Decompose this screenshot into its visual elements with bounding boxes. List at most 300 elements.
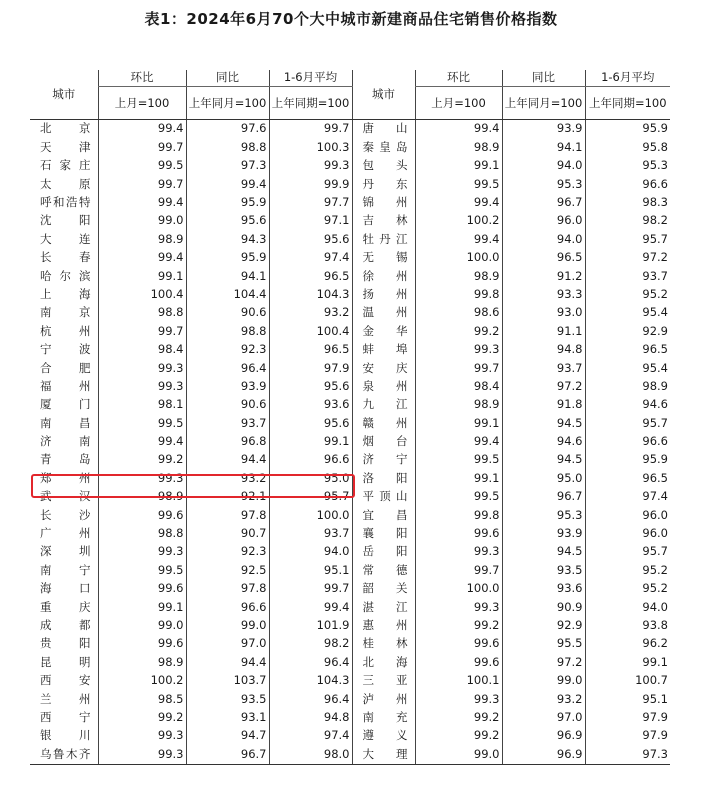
ytd-value-left: 100.3 xyxy=(269,138,352,156)
city-name-right: 唐山 xyxy=(352,120,415,139)
yoy-value-right: 91.1 xyxy=(502,322,585,340)
ytd-value-right: 95.9 xyxy=(585,120,670,139)
ytd-value-left: 98.2 xyxy=(269,635,352,653)
ytd-value-left: 96.4 xyxy=(269,690,352,708)
table-row xyxy=(30,451,670,469)
mom-value-left: 100.2 xyxy=(98,672,186,690)
city-name-right: 九江 xyxy=(352,396,415,414)
mom-value-left: 99.6 xyxy=(98,580,186,598)
mom-value-left: 98.9 xyxy=(98,488,186,506)
mom-value-right: 99.5 xyxy=(415,488,502,506)
table-row xyxy=(30,157,670,175)
yoy-value-left: 93.2 xyxy=(186,469,269,487)
mom-value-left: 98.8 xyxy=(98,525,186,543)
ytd-value-right: 96.6 xyxy=(585,433,670,451)
ytd-value-left: 94.0 xyxy=(269,543,352,561)
yoy-value-right: 93.7 xyxy=(502,359,585,377)
yoy-value-left: 97.3 xyxy=(186,157,269,175)
mom-value-right: 100.0 xyxy=(415,249,502,267)
ytd-value-right: 94.6 xyxy=(585,396,670,414)
mom-value-right: 99.3 xyxy=(415,598,502,616)
yoy-value-left: 93.1 xyxy=(186,709,269,727)
yoy-value-left: 104.4 xyxy=(186,286,269,304)
mom-value-right: 98.9 xyxy=(415,396,502,414)
mom-value-left: 99.6 xyxy=(98,635,186,653)
yoy-value-left: 92.3 xyxy=(186,341,269,359)
yoy-value-left: 93.9 xyxy=(186,377,269,395)
ytd-value-right: 95.8 xyxy=(585,138,670,156)
city-name-left: 青岛 xyxy=(40,452,91,467)
ytd-value-left: 98.0 xyxy=(269,745,352,764)
yoy-value-left: 92.5 xyxy=(186,561,269,579)
city-name-left: 哈尔滨 xyxy=(40,268,91,283)
ytd-value-left: 96.6 xyxy=(269,451,352,469)
city-name-right: 泸州 xyxy=(352,690,415,708)
city-name-left: 乌鲁木齐 xyxy=(30,745,98,764)
yoy-value-right: 94.8 xyxy=(502,341,585,359)
city-name-right: 扬州 xyxy=(352,286,415,304)
mom-value-left: 98.5 xyxy=(98,690,186,708)
mom-value-right: 98.4 xyxy=(415,377,502,395)
yoy-value-right: 97.0 xyxy=(502,709,585,727)
yoy-value-right: 96.9 xyxy=(502,745,585,764)
table-row xyxy=(30,672,670,690)
yoy-value-right: 92.9 xyxy=(502,617,585,635)
ytd-value-right: 95.7 xyxy=(585,543,670,561)
mom-value-right: 99.8 xyxy=(415,506,502,524)
mom-value-right: 99.2 xyxy=(415,709,502,727)
city-name-left: 呼和浩特 xyxy=(40,195,91,209)
city-name-right: 北海 xyxy=(352,653,415,671)
city-name-right: 大理 xyxy=(352,745,415,764)
mom-value-left: 99.3 xyxy=(98,745,186,764)
ytd-value-left: 95.0 xyxy=(269,469,352,487)
yoy-value-right: 96.7 xyxy=(502,194,585,212)
city-name-right: 济宁 xyxy=(352,451,415,469)
ytd-value-left: 97.9 xyxy=(269,359,352,377)
city-name-left: 银川 xyxy=(40,728,91,743)
yoy-value-right: 93.9 xyxy=(502,525,585,543)
table-row xyxy=(30,635,670,653)
table-row xyxy=(30,304,670,322)
ytd-value-left: 93.7 xyxy=(269,525,352,543)
mom-value-right: 98.9 xyxy=(415,138,502,156)
ytd-value-left: 96.4 xyxy=(269,653,352,671)
mom-value-right: 99.3 xyxy=(415,341,502,359)
city-name-right: 宜昌 xyxy=(352,506,415,524)
table-row xyxy=(30,230,670,248)
table-row xyxy=(30,414,670,432)
city-name-right: 襄阳 xyxy=(352,525,415,543)
yoy-value-left: 93.5 xyxy=(186,690,269,708)
ytd-value-left: 100.0 xyxy=(269,506,352,524)
mom-value-left: 99.0 xyxy=(98,617,186,635)
ytd-value-left: 99.1 xyxy=(269,433,352,451)
table-body xyxy=(30,120,670,765)
ytd-value-left: 104.3 xyxy=(269,672,352,690)
mom-value-left: 99.4 xyxy=(98,433,186,451)
mom-value-left: 99.7 xyxy=(98,322,186,340)
mom-value-right: 99.6 xyxy=(415,653,502,671)
ytd-value-left: 95.6 xyxy=(269,230,352,248)
yoy-value-right: 95.3 xyxy=(502,506,585,524)
table-row xyxy=(30,617,670,635)
table-row xyxy=(30,322,670,340)
table-row xyxy=(30,506,670,524)
ytd-column-header-left: 1-6月平均 xyxy=(269,70,352,87)
yoy-value-right: 96.7 xyxy=(502,488,585,506)
table-header xyxy=(30,70,670,120)
price-index-table xyxy=(30,70,670,765)
table-row xyxy=(30,709,670,727)
table-row xyxy=(30,359,670,377)
mom-value-right: 100.2 xyxy=(415,212,502,230)
ytd-value-left: 99.9 xyxy=(269,175,352,193)
ytd-value-right: 96.5 xyxy=(585,341,670,359)
ytd-value-left: 99.3 xyxy=(269,157,352,175)
yoy-value-right: 94.5 xyxy=(502,414,585,432)
mom-base-header-right: 上月=100 xyxy=(415,87,502,120)
yoy-value-right: 97.2 xyxy=(502,653,585,671)
city-name-left: 北京 xyxy=(40,121,91,136)
mom-value-right: 100.1 xyxy=(415,672,502,690)
mom-value-left: 99.3 xyxy=(98,359,186,377)
ytd-value-right: 98.9 xyxy=(585,377,670,395)
city-name-right: 韶关 xyxy=(352,580,415,598)
table-title: 表1：2024年6月70个大中城市新建商品住宅销售价格指数 xyxy=(144,10,558,28)
ytd-value-right: 95.7 xyxy=(585,414,670,432)
yoy-value-left: 97.8 xyxy=(186,580,269,598)
ytd-value-left: 96.5 xyxy=(269,267,352,285)
city-name-right: 温州 xyxy=(352,304,415,322)
yoy-value-left: 95.9 xyxy=(186,194,269,212)
ytd-value-right: 96.6 xyxy=(585,175,670,193)
ytd-value-right: 98.3 xyxy=(585,194,670,212)
mom-value-right: 99.3 xyxy=(415,543,502,561)
mom-value-left: 98.9 xyxy=(98,653,186,671)
yoy-value-right: 90.9 xyxy=(502,598,585,616)
city-name-right: 秦皇岛 xyxy=(352,138,415,156)
table-row xyxy=(30,212,670,230)
yoy-value-left: 95.6 xyxy=(186,212,269,230)
yoy-value-right: 93.9 xyxy=(502,120,585,139)
yoy-value-right: 91.8 xyxy=(502,396,585,414)
table-row xyxy=(30,286,670,304)
city-name-left: 天津 xyxy=(40,139,91,154)
city-name-right: 常德 xyxy=(352,561,415,579)
city-name-right: 惠州 xyxy=(352,617,415,635)
mom-value-right: 99.0 xyxy=(415,745,502,764)
yoy-value-right: 95.0 xyxy=(502,469,585,487)
yoy-value-left: 95.9 xyxy=(186,249,269,267)
table-row xyxy=(30,120,670,139)
yoy-value-right: 96.0 xyxy=(502,212,585,230)
city-name-left: 武汉 xyxy=(40,489,91,504)
mom-value-right: 99.1 xyxy=(415,414,502,432)
yoy-value-right: 96.9 xyxy=(502,727,585,745)
yoy-value-left: 99.4 xyxy=(186,175,269,193)
yoy-value-right: 94.1 xyxy=(502,138,585,156)
ytd-base-header-right: 上年同期=100 xyxy=(585,87,670,120)
table-row xyxy=(30,561,670,579)
mom-value-right: 99.4 xyxy=(415,433,502,451)
ytd-value-right: 93.8 xyxy=(585,617,670,635)
yoy-value-left: 97.8 xyxy=(186,506,269,524)
mom-value-right: 99.2 xyxy=(415,617,502,635)
yoy-value-left: 98.8 xyxy=(186,138,269,156)
mom-value-left: 99.5 xyxy=(98,414,186,432)
ytd-value-left: 96.5 xyxy=(269,341,352,359)
city-name-right: 吉林 xyxy=(352,212,415,230)
mom-value-right: 99.1 xyxy=(415,469,502,487)
city-name-right: 湛江 xyxy=(352,598,415,616)
mom-value-left: 99.4 xyxy=(98,249,186,267)
yoy-base-header-left: 上年同月=100 xyxy=(186,87,269,120)
table-row xyxy=(30,138,670,156)
yoy-value-right: 94.0 xyxy=(502,157,585,175)
yoy-value-left: 90.6 xyxy=(186,396,269,414)
ytd-value-left: 95.7 xyxy=(269,488,352,506)
ytd-value-right: 94.0 xyxy=(585,598,670,616)
mom-value-right: 98.9 xyxy=(415,267,502,285)
city-name-right: 丹东 xyxy=(352,175,415,193)
city-name-right: 徐州 xyxy=(352,267,415,285)
city-name-left: 昆明 xyxy=(40,654,91,669)
yoy-value-right: 96.5 xyxy=(502,249,585,267)
city-name-right: 锦州 xyxy=(352,194,415,212)
city-name-left: 沈阳 xyxy=(40,213,91,228)
ytd-value-right: 98.2 xyxy=(585,212,670,230)
mom-value-right: 99.5 xyxy=(415,175,502,193)
ytd-value-right: 95.4 xyxy=(585,304,670,322)
yoy-value-right: 95.3 xyxy=(502,175,585,193)
ytd-value-right: 96.0 xyxy=(585,525,670,543)
yoy-value-right: 93.2 xyxy=(502,690,585,708)
ytd-value-left: 93.2 xyxy=(269,304,352,322)
city-name-right: 遵义 xyxy=(352,727,415,745)
city-column-header-right: 城市 xyxy=(352,70,415,120)
ytd-value-right: 95.9 xyxy=(585,451,670,469)
city-name-left: 福州 xyxy=(40,378,91,393)
yoy-value-right: 99.0 xyxy=(502,672,585,690)
mom-value-left: 99.4 xyxy=(98,194,186,212)
mom-value-right: 99.8 xyxy=(415,286,502,304)
yoy-value-right: 94.5 xyxy=(502,543,585,561)
table-row xyxy=(30,175,670,193)
mom-column-header-right: 环比 xyxy=(415,70,502,87)
mom-value-left: 99.3 xyxy=(98,543,186,561)
city-name-left: 宁波 xyxy=(40,342,91,357)
table-row xyxy=(30,727,670,745)
ytd-column-header-right: 1-6月平均 xyxy=(585,70,670,87)
yoy-value-left: 97.6 xyxy=(186,120,269,139)
mom-value-left: 99.5 xyxy=(98,157,186,175)
ytd-value-left: 97.1 xyxy=(269,212,352,230)
city-name-right: 南充 xyxy=(352,709,415,727)
yoy-value-left: 96.8 xyxy=(186,433,269,451)
ytd-base-header-left: 上年同期=100 xyxy=(269,87,352,120)
city-name-left: 西宁 xyxy=(40,709,91,724)
mom-value-right: 99.2 xyxy=(415,727,502,745)
yoy-value-right: 93.0 xyxy=(502,304,585,322)
mom-value-right: 99.7 xyxy=(415,359,502,377)
yoy-base-header-right: 上年同月=100 xyxy=(502,87,585,120)
city-name-left: 重庆 xyxy=(40,599,91,614)
city-name-right: 洛阳 xyxy=(352,469,415,487)
yoy-value-left: 94.4 xyxy=(186,653,269,671)
mom-value-right: 99.7 xyxy=(415,561,502,579)
mom-value-left: 99.2 xyxy=(98,709,186,727)
ytd-value-left: 97.4 xyxy=(269,727,352,745)
city-name-right: 烟台 xyxy=(352,433,415,451)
mom-value-left: 98.9 xyxy=(98,230,186,248)
table-row xyxy=(30,341,670,359)
city-name-left: 上海 xyxy=(40,286,91,301)
mom-value-left: 99.5 xyxy=(98,561,186,579)
city-name-right: 平顶山 xyxy=(352,488,415,506)
mom-value-left: 99.1 xyxy=(98,267,186,285)
city-name-left: 长春 xyxy=(40,250,91,265)
mom-value-left: 98.1 xyxy=(98,396,186,414)
ytd-value-right: 93.7 xyxy=(585,267,670,285)
city-name-left: 成都 xyxy=(40,617,91,632)
table-row xyxy=(30,249,670,267)
ytd-value-left: 93.6 xyxy=(269,396,352,414)
mom-value-right: 99.1 xyxy=(415,157,502,175)
yoy-value-left: 92.1 xyxy=(186,488,269,506)
ytd-value-right: 95.7 xyxy=(585,230,670,248)
mom-value-left: 100.4 xyxy=(98,286,186,304)
mom-value-right: 99.2 xyxy=(415,322,502,340)
city-name-left: 深圳 xyxy=(40,544,91,559)
yoy-value-right: 93.3 xyxy=(502,286,585,304)
yoy-value-left: 94.1 xyxy=(186,267,269,285)
mom-value-right: 99.6 xyxy=(415,525,502,543)
mom-value-left: 99.3 xyxy=(98,377,186,395)
ytd-value-right: 97.2 xyxy=(585,249,670,267)
ytd-value-left: 99.7 xyxy=(269,580,352,598)
mom-value-left: 99.3 xyxy=(98,469,186,487)
city-name-right: 金华 xyxy=(352,322,415,340)
city-name-left: 杭州 xyxy=(40,323,91,338)
mom-value-left: 99.4 xyxy=(98,120,186,139)
ytd-value-left: 95.6 xyxy=(269,377,352,395)
table-row xyxy=(30,377,670,395)
yoy-value-left: 94.4 xyxy=(186,451,269,469)
yoy-value-right: 94.6 xyxy=(502,433,585,451)
city-column-header-left: 城市 xyxy=(30,70,98,120)
city-name-right: 牡丹江 xyxy=(352,230,415,248)
mom-value-right: 99.3 xyxy=(415,690,502,708)
ytd-value-left: 100.4 xyxy=(269,322,352,340)
city-name-left: 南昌 xyxy=(40,415,91,430)
mom-value-left: 98.8 xyxy=(98,304,186,322)
ytd-value-right: 100.7 xyxy=(585,672,670,690)
yoy-value-left: 94.7 xyxy=(186,727,269,745)
city-name-left: 大连 xyxy=(40,231,91,246)
ytd-value-left: 94.8 xyxy=(269,709,352,727)
ytd-value-right: 97.9 xyxy=(585,709,670,727)
yoy-value-right: 91.2 xyxy=(502,267,585,285)
yoy-value-left: 90.6 xyxy=(186,304,269,322)
ytd-value-right: 96.0 xyxy=(585,506,670,524)
mom-column-header-left: 环比 xyxy=(98,70,186,87)
ytd-value-right: 95.1 xyxy=(585,690,670,708)
ytd-value-right: 95.3 xyxy=(585,157,670,175)
mom-value-left: 99.7 xyxy=(98,138,186,156)
city-name-left: 合肥 xyxy=(40,360,91,375)
table-row xyxy=(30,396,670,414)
yoy-value-left: 90.7 xyxy=(186,525,269,543)
mom-value-right: 99.4 xyxy=(415,194,502,212)
ytd-value-right: 96.2 xyxy=(585,635,670,653)
yoy-value-right: 93.5 xyxy=(502,561,585,579)
ytd-value-right: 97.9 xyxy=(585,727,670,745)
table-row xyxy=(30,598,670,616)
yoy-column-header-right: 同比 xyxy=(502,70,585,87)
ytd-value-right: 95.2 xyxy=(585,580,670,598)
table-row xyxy=(30,469,670,487)
mom-value-right: 99.4 xyxy=(415,120,502,139)
ytd-value-right: 97.4 xyxy=(585,488,670,506)
mom-value-left: 99.3 xyxy=(98,727,186,745)
yoy-value-right: 95.5 xyxy=(502,635,585,653)
yoy-value-left: 94.3 xyxy=(186,230,269,248)
mom-value-left: 99.2 xyxy=(98,451,186,469)
yoy-value-left: 96.6 xyxy=(186,598,269,616)
yoy-value-right: 94.0 xyxy=(502,230,585,248)
mom-value-right: 100.0 xyxy=(415,580,502,598)
table-row xyxy=(30,525,670,543)
city-name-left: 西安 xyxy=(40,673,91,688)
city-name-right: 蚌埠 xyxy=(352,341,415,359)
city-name-right: 安庆 xyxy=(352,359,415,377)
table-row xyxy=(30,580,670,598)
ytd-value-right: 95.2 xyxy=(585,286,670,304)
city-name-right: 三亚 xyxy=(352,672,415,690)
ytd-value-left: 97.4 xyxy=(269,249,352,267)
yoy-value-left: 96.4 xyxy=(186,359,269,377)
yoy-value-left: 97.0 xyxy=(186,635,269,653)
yoy-value-right: 97.2 xyxy=(502,377,585,395)
table-row xyxy=(30,194,670,212)
ytd-value-left: 99.4 xyxy=(269,598,352,616)
ytd-value-right: 96.5 xyxy=(585,469,670,487)
city-name-left: 厦门 xyxy=(40,397,91,412)
ytd-value-left: 95.6 xyxy=(269,414,352,432)
city-name-right: 岳阳 xyxy=(352,543,415,561)
table-row xyxy=(30,745,670,764)
city-name-left: 长沙 xyxy=(40,507,91,522)
table-row xyxy=(30,488,670,506)
yoy-value-left: 93.7 xyxy=(186,414,269,432)
table-row xyxy=(30,690,670,708)
yoy-value-left: 99.0 xyxy=(186,617,269,635)
city-name-right: 包头 xyxy=(352,157,415,175)
city-name-right: 泉州 xyxy=(352,377,415,395)
ytd-value-left: 95.1 xyxy=(269,561,352,579)
yoy-value-left: 92.3 xyxy=(186,543,269,561)
city-name-left: 太原 xyxy=(40,176,91,191)
city-name-left: 南京 xyxy=(40,305,91,320)
table-row xyxy=(30,653,670,671)
ytd-value-left: 99.7 xyxy=(269,120,352,139)
ytd-value-right: 92.9 xyxy=(585,322,670,340)
city-name-right: 桂林 xyxy=(352,635,415,653)
yoy-value-left: 96.7 xyxy=(186,745,269,764)
mom-value-right: 99.5 xyxy=(415,451,502,469)
ytd-value-left: 104.3 xyxy=(269,286,352,304)
